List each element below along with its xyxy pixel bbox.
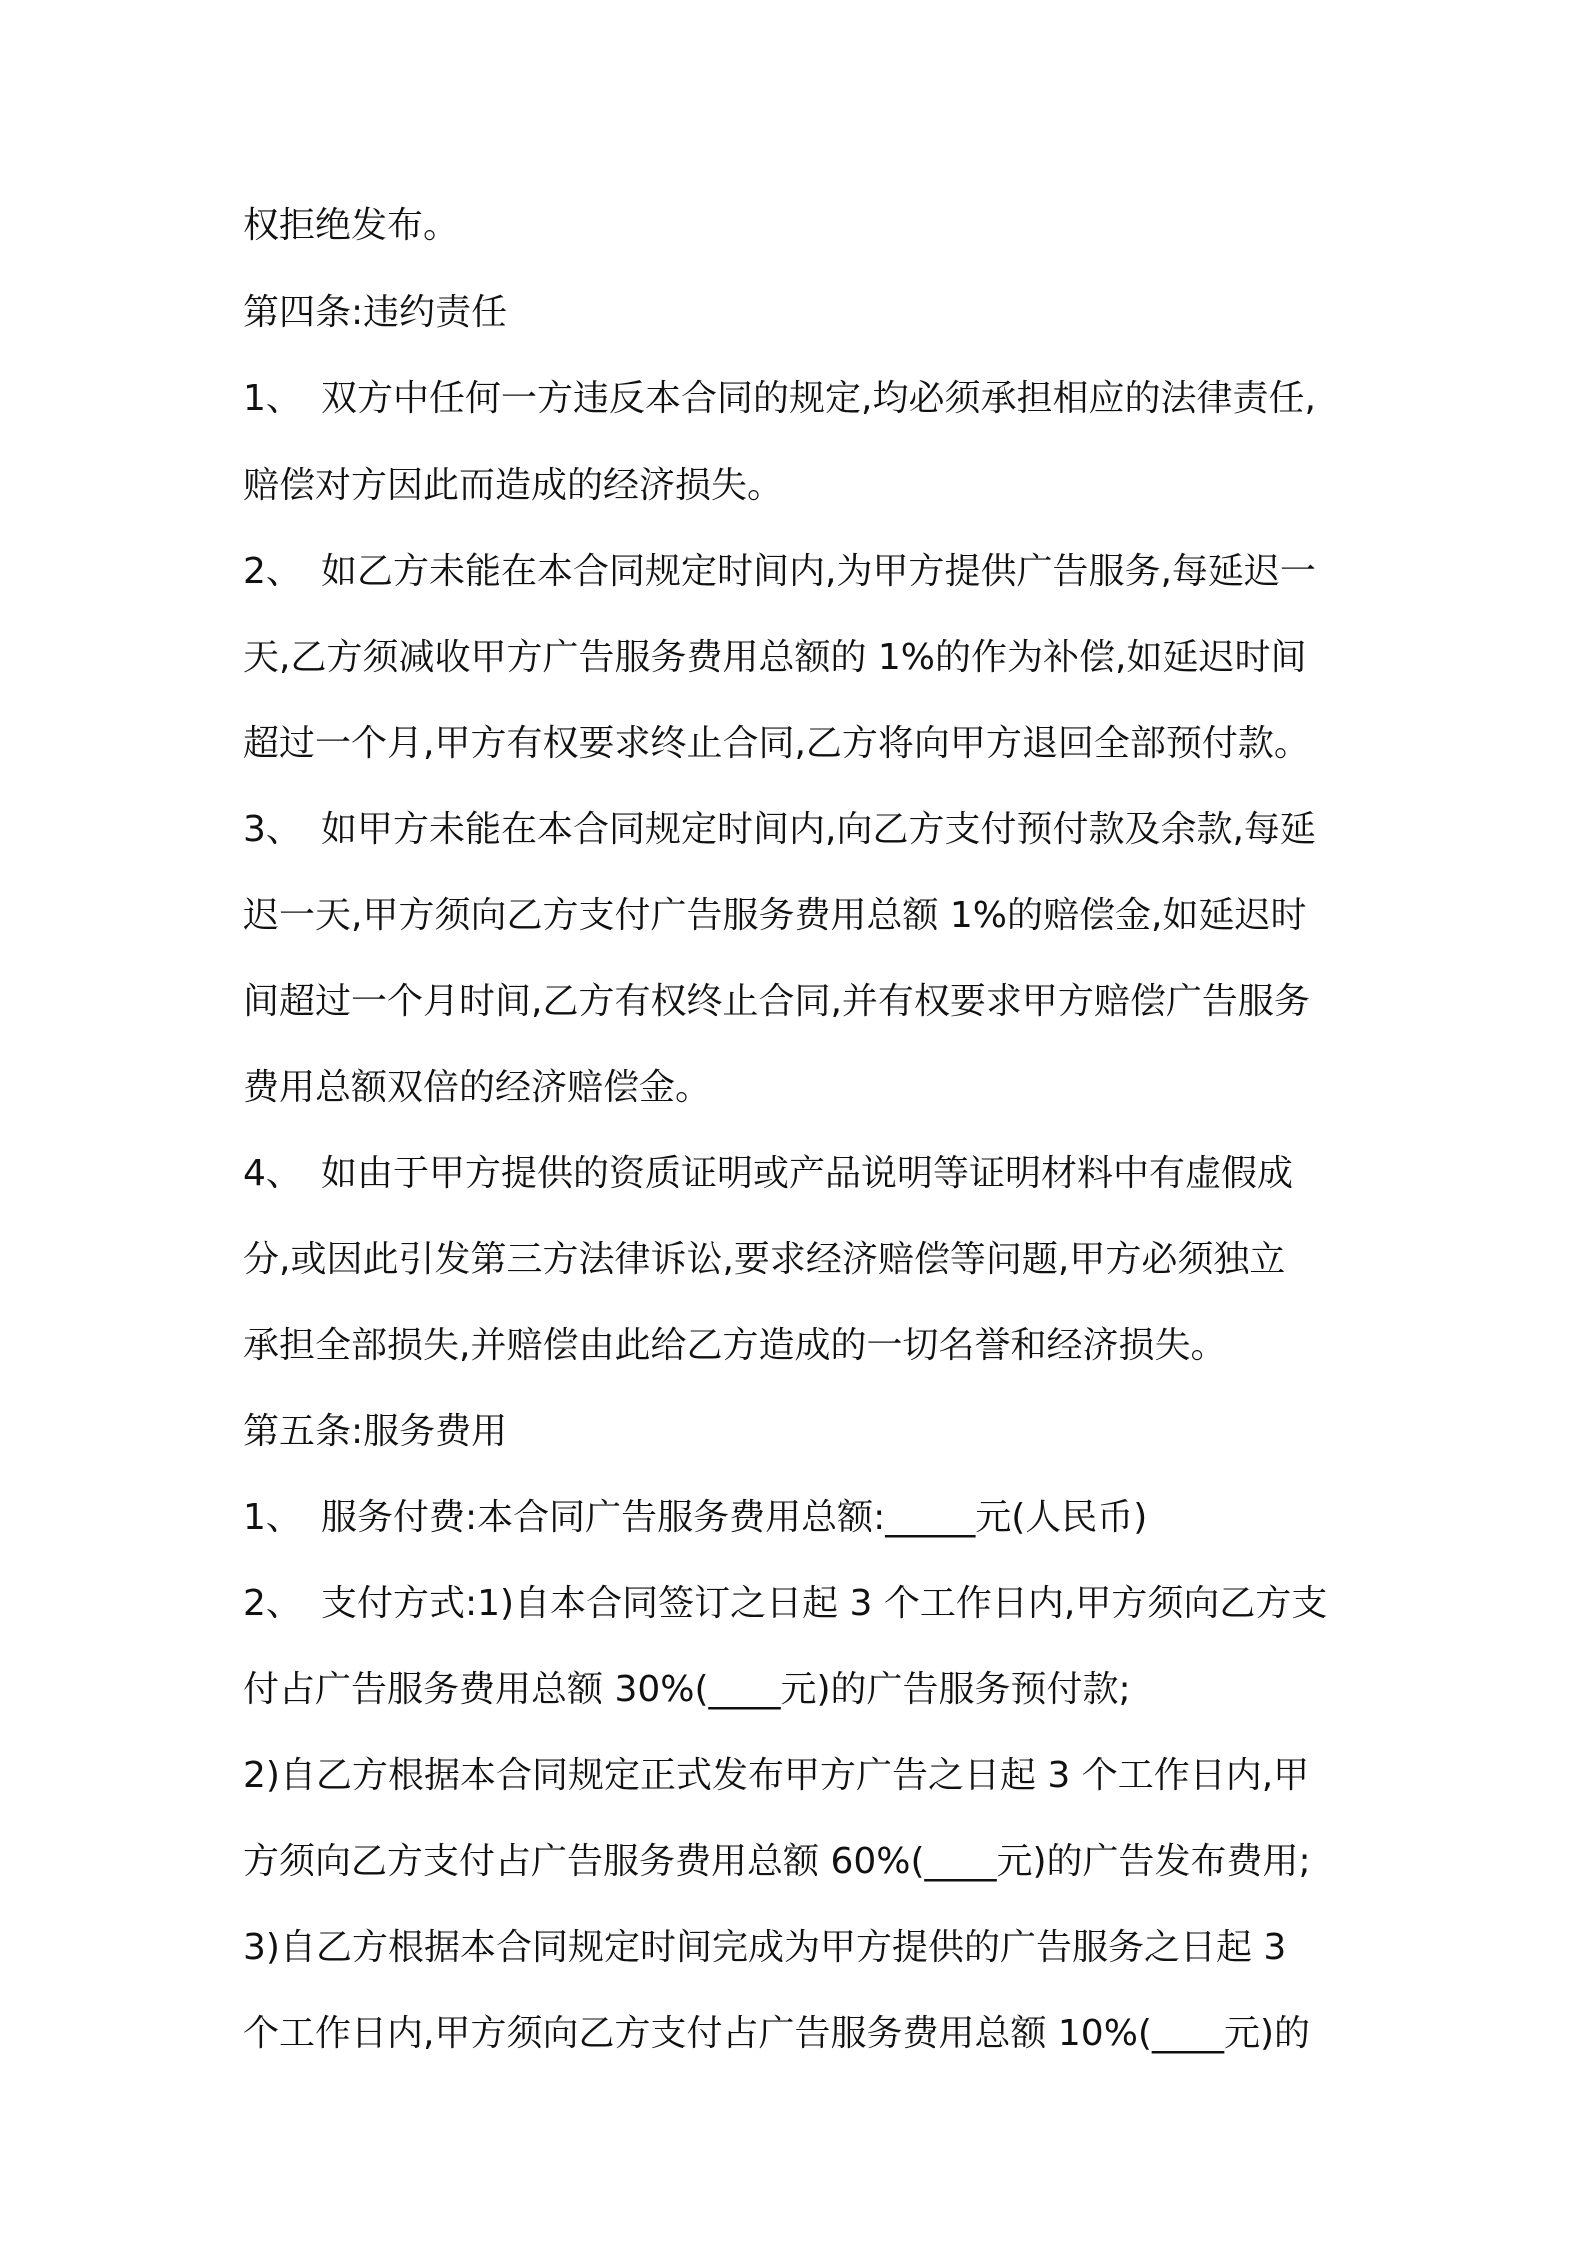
line-text: 第五条:服务费用 (243, 1411, 508, 1452)
text-line (243, 1230, 1285, 1290)
section-heading (243, 283, 507, 343)
text-line (243, 1316, 1226, 1376)
text-line (243, 196, 459, 256)
line-text: 赔偿对方因此而造成的经济损失。 (243, 465, 784, 506)
text-line (243, 2004, 1310, 2064)
text-line (243, 1660, 1131, 1720)
line-text: 如乙方未能在本合同规定时间内,为甲方提供广告服务,每延迟一 (321, 551, 1316, 592)
item-number: 1、 (243, 1497, 302, 1538)
line-text: 迟一天,甲方须向乙方支付广告服务费用总额 1%的赔偿金,如延迟时 (243, 895, 1307, 936)
text-line (243, 1918, 1286, 1978)
list-item (243, 369, 1355, 429)
text-line (243, 1832, 1311, 1892)
list-item (243, 1574, 1355, 1634)
line-text: 2)自乙方根据本合同规定正式发布甲方广告之日起 3 个工作日内,甲 (243, 1755, 1310, 1796)
line-text: 支付方式:1)自本合同签订之日起 3 个工作日内,甲方须向乙方支 (321, 1583, 1328, 1624)
item-number: 2、 (243, 1583, 302, 1624)
text-line (243, 714, 1310, 774)
line-text: 费用总额双倍的经济赔偿金。 (243, 1067, 712, 1108)
line-text: 超过一个月,甲方有权要求终止合同,乙方将向甲方退回全部预付款。 (243, 723, 1310, 764)
list-item (243, 800, 1355, 860)
line-text: 分,或因此引发第三方法律诉讼,要求经济赔偿等问题,甲方必须独立 (243, 1239, 1286, 1280)
section-heading (243, 1402, 507, 1462)
line-text: 权拒绝发布。 (243, 205, 460, 246)
item-number: 1、 (243, 378, 302, 419)
line-text: 天,乙方须减收甲方广告服务费用总额的 1%的作为补偿,如延迟时间 (243, 637, 1307, 678)
line-text: 方须向乙方支付占广告服务费用总额 60%(____元)的广告发布费用; (243, 1841, 1311, 1882)
line-text: 承担全部损失,并赔偿由此给乙方造成的一切名誉和经济损失。 (243, 1325, 1227, 1366)
list-item (243, 542, 1355, 602)
line-text: 如甲方未能在本合同规定时间内,向乙方支付预付款及余款,每延 (321, 809, 1316, 850)
line-text: 个工作日内,甲方须向乙方支付占广告服务费用总额 10%(____元)的 (243, 2013, 1310, 2054)
item-number: 4、 (243, 1153, 302, 1194)
line-text: 第四条:违约责任 (243, 292, 508, 333)
text-line (243, 1746, 1309, 1806)
list-item (243, 1144, 1355, 1204)
text-line (243, 456, 783, 516)
line-text: 3)自乙方根据本合同规定时间完成为甲方提供的广告服务之日起 3 (243, 1927, 1287, 1968)
text-line (243, 972, 1310, 1032)
line-text: 付占广告服务费用总额 30%(____元)的广告服务预付款; (243, 1669, 1131, 1710)
line-text: 服务付费:本合同广告服务费用总额:_____元(人民币) (321, 1497, 1148, 1538)
text-line (243, 628, 1306, 688)
text-line (243, 886, 1306, 946)
item-number: 3、 (243, 809, 302, 850)
line-text: 双方中任何一方违反本合同的规定,均必须承担相应的法律责任, (321, 378, 1316, 419)
text-line (243, 1058, 711, 1118)
line-text: 如由于甲方提供的资质证明或产品说明等证明材料中有虚假成 (321, 1153, 1294, 1194)
line-text: 间超过一个月时间,乙方有权终止合同,并有权要求甲方赔偿广告服务 (243, 981, 1310, 1022)
list-item (243, 1488, 1355, 1548)
item-number: 2、 (243, 551, 302, 592)
